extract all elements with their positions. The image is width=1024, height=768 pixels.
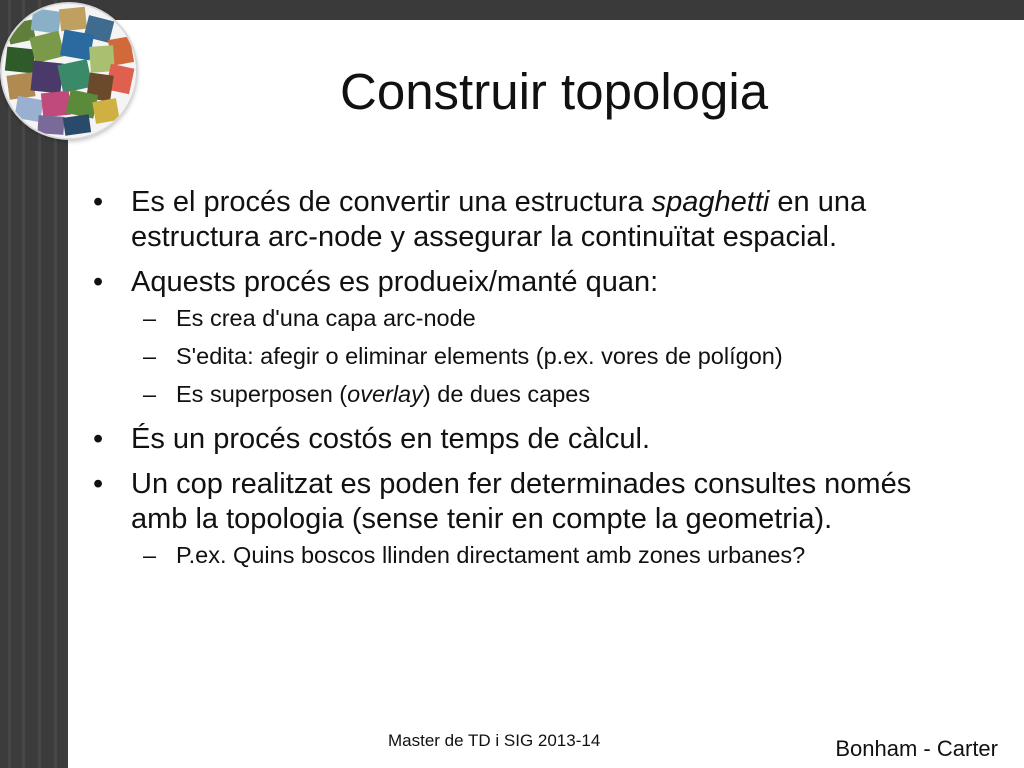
bullet-item <box>93 185 973 255</box>
bullet-glyph: • <box>93 186 104 218</box>
sub-bullet-text: Es crea d'una capa arc-node <box>176 305 476 331</box>
satellite-collage-logo <box>2 4 136 138</box>
bullet-text: És un procés costós en temps de càlcul. <box>131 423 651 455</box>
footer-author: Bonham - Carter <box>835 736 998 761</box>
dash-glyph: – <box>143 343 157 369</box>
bullet-item <box>93 422 973 457</box>
bullet-text-part: Es el procés de convertir una estructura <box>131 186 652 218</box>
sub-bullet-emphasis: overlay <box>347 381 423 407</box>
dash-glyph: – <box>143 381 157 407</box>
sub-bullet-text-part: ) de dues capes <box>422 381 591 407</box>
dash-glyph: – <box>143 542 157 568</box>
sub-bullet-item <box>93 380 973 409</box>
sub-bullet-item <box>93 541 973 570</box>
bullet-emphasis: spaghetti <box>651 186 770 218</box>
sub-bullet-text: S'edita: afegir o eliminar elements (p.ex. vores de polígon) <box>176 343 783 369</box>
sub-bullet-text-part: Es superposen ( <box>176 381 348 407</box>
bullet-text-part: en una estructura arc-node y assegurar la continuïtat espacial. <box>131 186 867 253</box>
sub-bullet-text: P.ex. Quins boscos llinden directament amb zones urbanes? <box>176 542 806 568</box>
bullet-glyph: • <box>93 468 104 500</box>
bullet-item <box>93 265 973 300</box>
dash-glyph: – <box>143 305 157 331</box>
sub-bullet-item <box>93 342 973 371</box>
slide-title: Construir topologia <box>340 63 769 120</box>
bullet-item <box>93 467 973 537</box>
bullet-glyph: • <box>93 266 104 298</box>
sub-bullet-item <box>93 304 973 333</box>
slide-content <box>93 185 973 579</box>
bullet-glyph: • <box>93 423 104 455</box>
top-bar <box>0 0 1024 20</box>
bullet-text: Un cop realitzat es poden fer determinades consultes només amb la topologia (sense tenir en compte la geometria). <box>131 468 912 535</box>
footer-course-label: Master de TD i SIG 2013-14 <box>388 731 601 750</box>
bullet-text: Aquests procés es produeix/manté quan: <box>131 266 659 298</box>
